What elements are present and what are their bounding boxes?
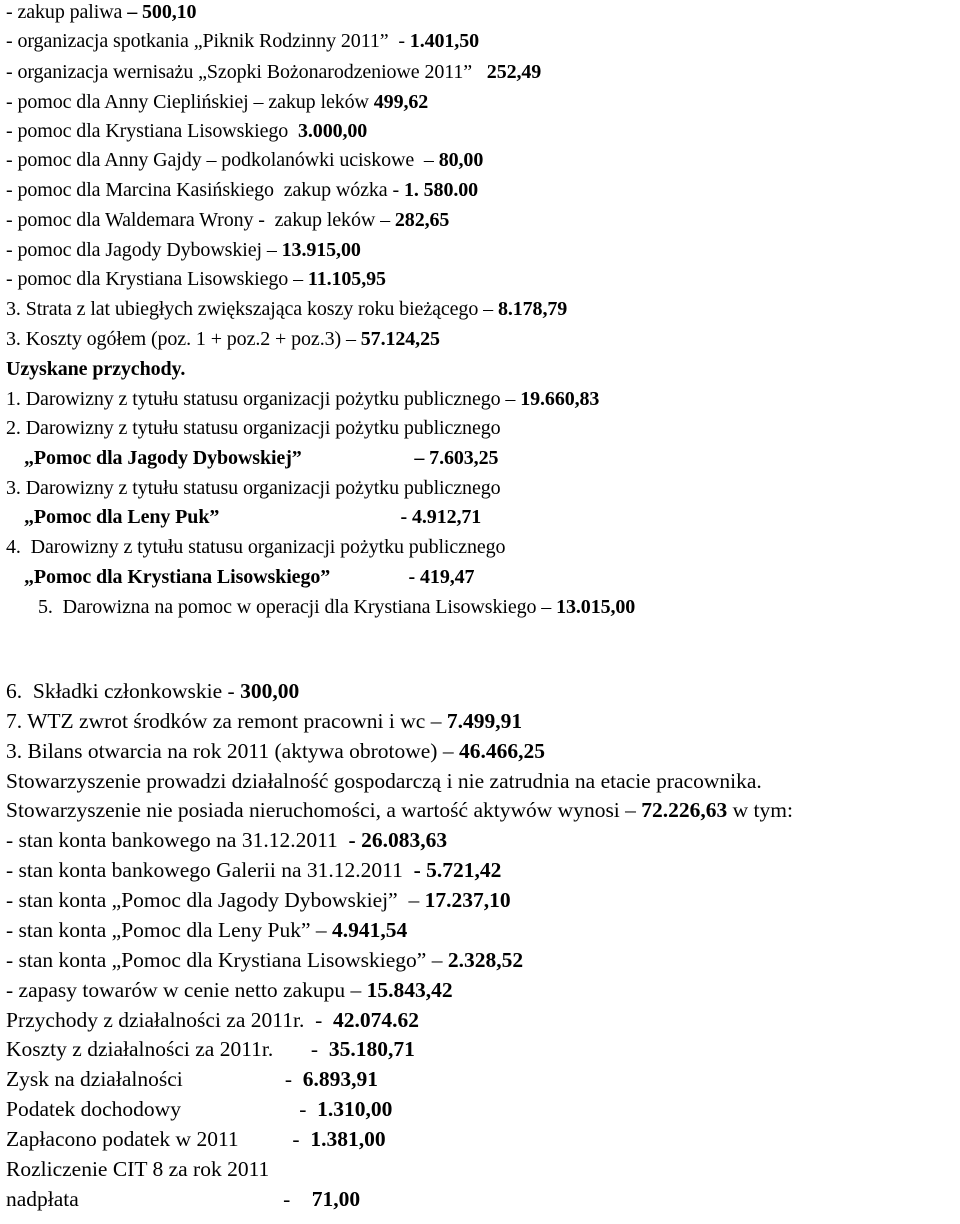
doc-line: Podatek dochodowy - 1.310,00 [6, 1097, 393, 1121]
doc-line: 3. Darowizny z tytułu statusu organizacji pożytku publicznego [6, 477, 501, 499]
doc-line-indented: „Pomoc dla Krystiana Lisowskiego” - 419,47 [24, 566, 475, 588]
doc-line-indented: „Pomoc dla Jagody Dybowskiej” – 7.603,25 [24, 447, 499, 469]
doc-line: 1. Darowizny z tytułu statusu organizacji pożytku publicznego – 19.660,83 [6, 388, 600, 410]
doc-line: - stan konta „Pomoc dla Jagody Dybowskiej” – 17.237,10 [6, 888, 511, 912]
doc-line: Koszty z działalności za 2011r. - 35.180,71 [6, 1037, 415, 1061]
doc-line: - stan konta bankowego na 31.12.2011 - 26.083,63 [6, 828, 448, 852]
doc-line: - pomoc dla Jagody Dybowskiej – 13.915,00 [6, 239, 361, 261]
doc-line: 7. WTZ zwrot środków za remont pracowni i wc – 7.499,91 [6, 709, 523, 733]
doc-line: - pomoc dla Krystiana Lisowskiego 3.000,00 [6, 120, 368, 142]
doc-line: - stan konta „Pomoc dla Leny Puk” – 4.941,54 [6, 918, 408, 942]
doc-line: 4. Darowizny z tytułu statusu organizacji pożytku publicznego [6, 536, 506, 558]
doc-line: - stan konta „Pomoc dla Krystiana Lisowskiego” – 2.328,52 [6, 948, 524, 972]
doc-line: - organizacja spotkania „Piknik Rodzinny 2011” - 1.401,50 [6, 30, 479, 52]
doc-line: nadpłata - 71,00 [6, 1187, 361, 1211]
doc-line: - pomoc dla Waldemara Wrony - zakup leków – 282,65 [6, 209, 450, 231]
doc-line: Rozliczenie CIT 8 za rok 2011 [6, 1157, 270, 1181]
doc-line: - pomoc dla Anny Gajdy – podkolanówki uciskowe – 80,00 [6, 149, 484, 171]
doc-line: - pomoc dla Marcina Kasińskiego zakup wózka - 1. 580.00 [6, 179, 479, 201]
doc-line-indented: 5. Darowizna na pomoc w operacji dla Krystiana Lisowskiego – 13.015,00 [38, 596, 636, 618]
doc-line-indented: „Pomoc dla Leny Puk” - 4.912,71 [24, 506, 482, 528]
doc-line: - organizacja wernisażu „Szopki Bożonarodzeniowe 2011” 252,49 [6, 61, 542, 83]
doc-line: - zakup paliwa – 500,10 [6, 1, 197, 23]
doc-line: 3. Strata z lat ubiegłych zwiększająca koszy roku bieżącego – 8.178,79 [6, 298, 568, 320]
doc-line: - zapasy towarów w cenie netto zakupu – 15.843,42 [6, 978, 453, 1002]
doc-line: Zysk na działalności - 6.893,91 [6, 1067, 379, 1091]
doc-line: 3. Koszty ogółem (poz. 1 + poz.2 + poz.3) – 57.124,25 [6, 328, 440, 350]
doc-line: - stan konta bankowego Galerii na 31.12.2011 - 5.721,42 [6, 858, 502, 882]
doc-line: 6. Składki członkowskie - 300,00 [6, 679, 300, 703]
doc-line: - pomoc dla Anny Cieplińskiej – zakup leków 499,62 [6, 91, 429, 113]
doc-line: Zapłacono podatek w 2011 - 1.381,00 [6, 1127, 386, 1151]
doc-line: 3. Bilans otwarcia na rok 2011 (aktywa obrotowe) – 46.466,25 [6, 739, 545, 763]
doc-line: - pomoc dla Krystiana Lisowskiego – 11.105,95 [6, 268, 386, 290]
section-heading: Uzyskane przychody. [6, 358, 186, 380]
doc-line: Stowarzyszenie nie posiada nieruchomości, a wartość aktywów wynosi – 72.226,63 w tym: [6, 798, 793, 822]
doc-line: Stowarzyszenie prowadzi działalność gospodarczą i nie zatrudnia na etacie pracownika. [6, 769, 762, 793]
doc-line: Przychody z działalności za 2011r. - 42.074.62 [6, 1008, 419, 1032]
doc-line: 2. Darowizny z tytułu statusu organizacji pożytku publicznego [6, 417, 501, 439]
